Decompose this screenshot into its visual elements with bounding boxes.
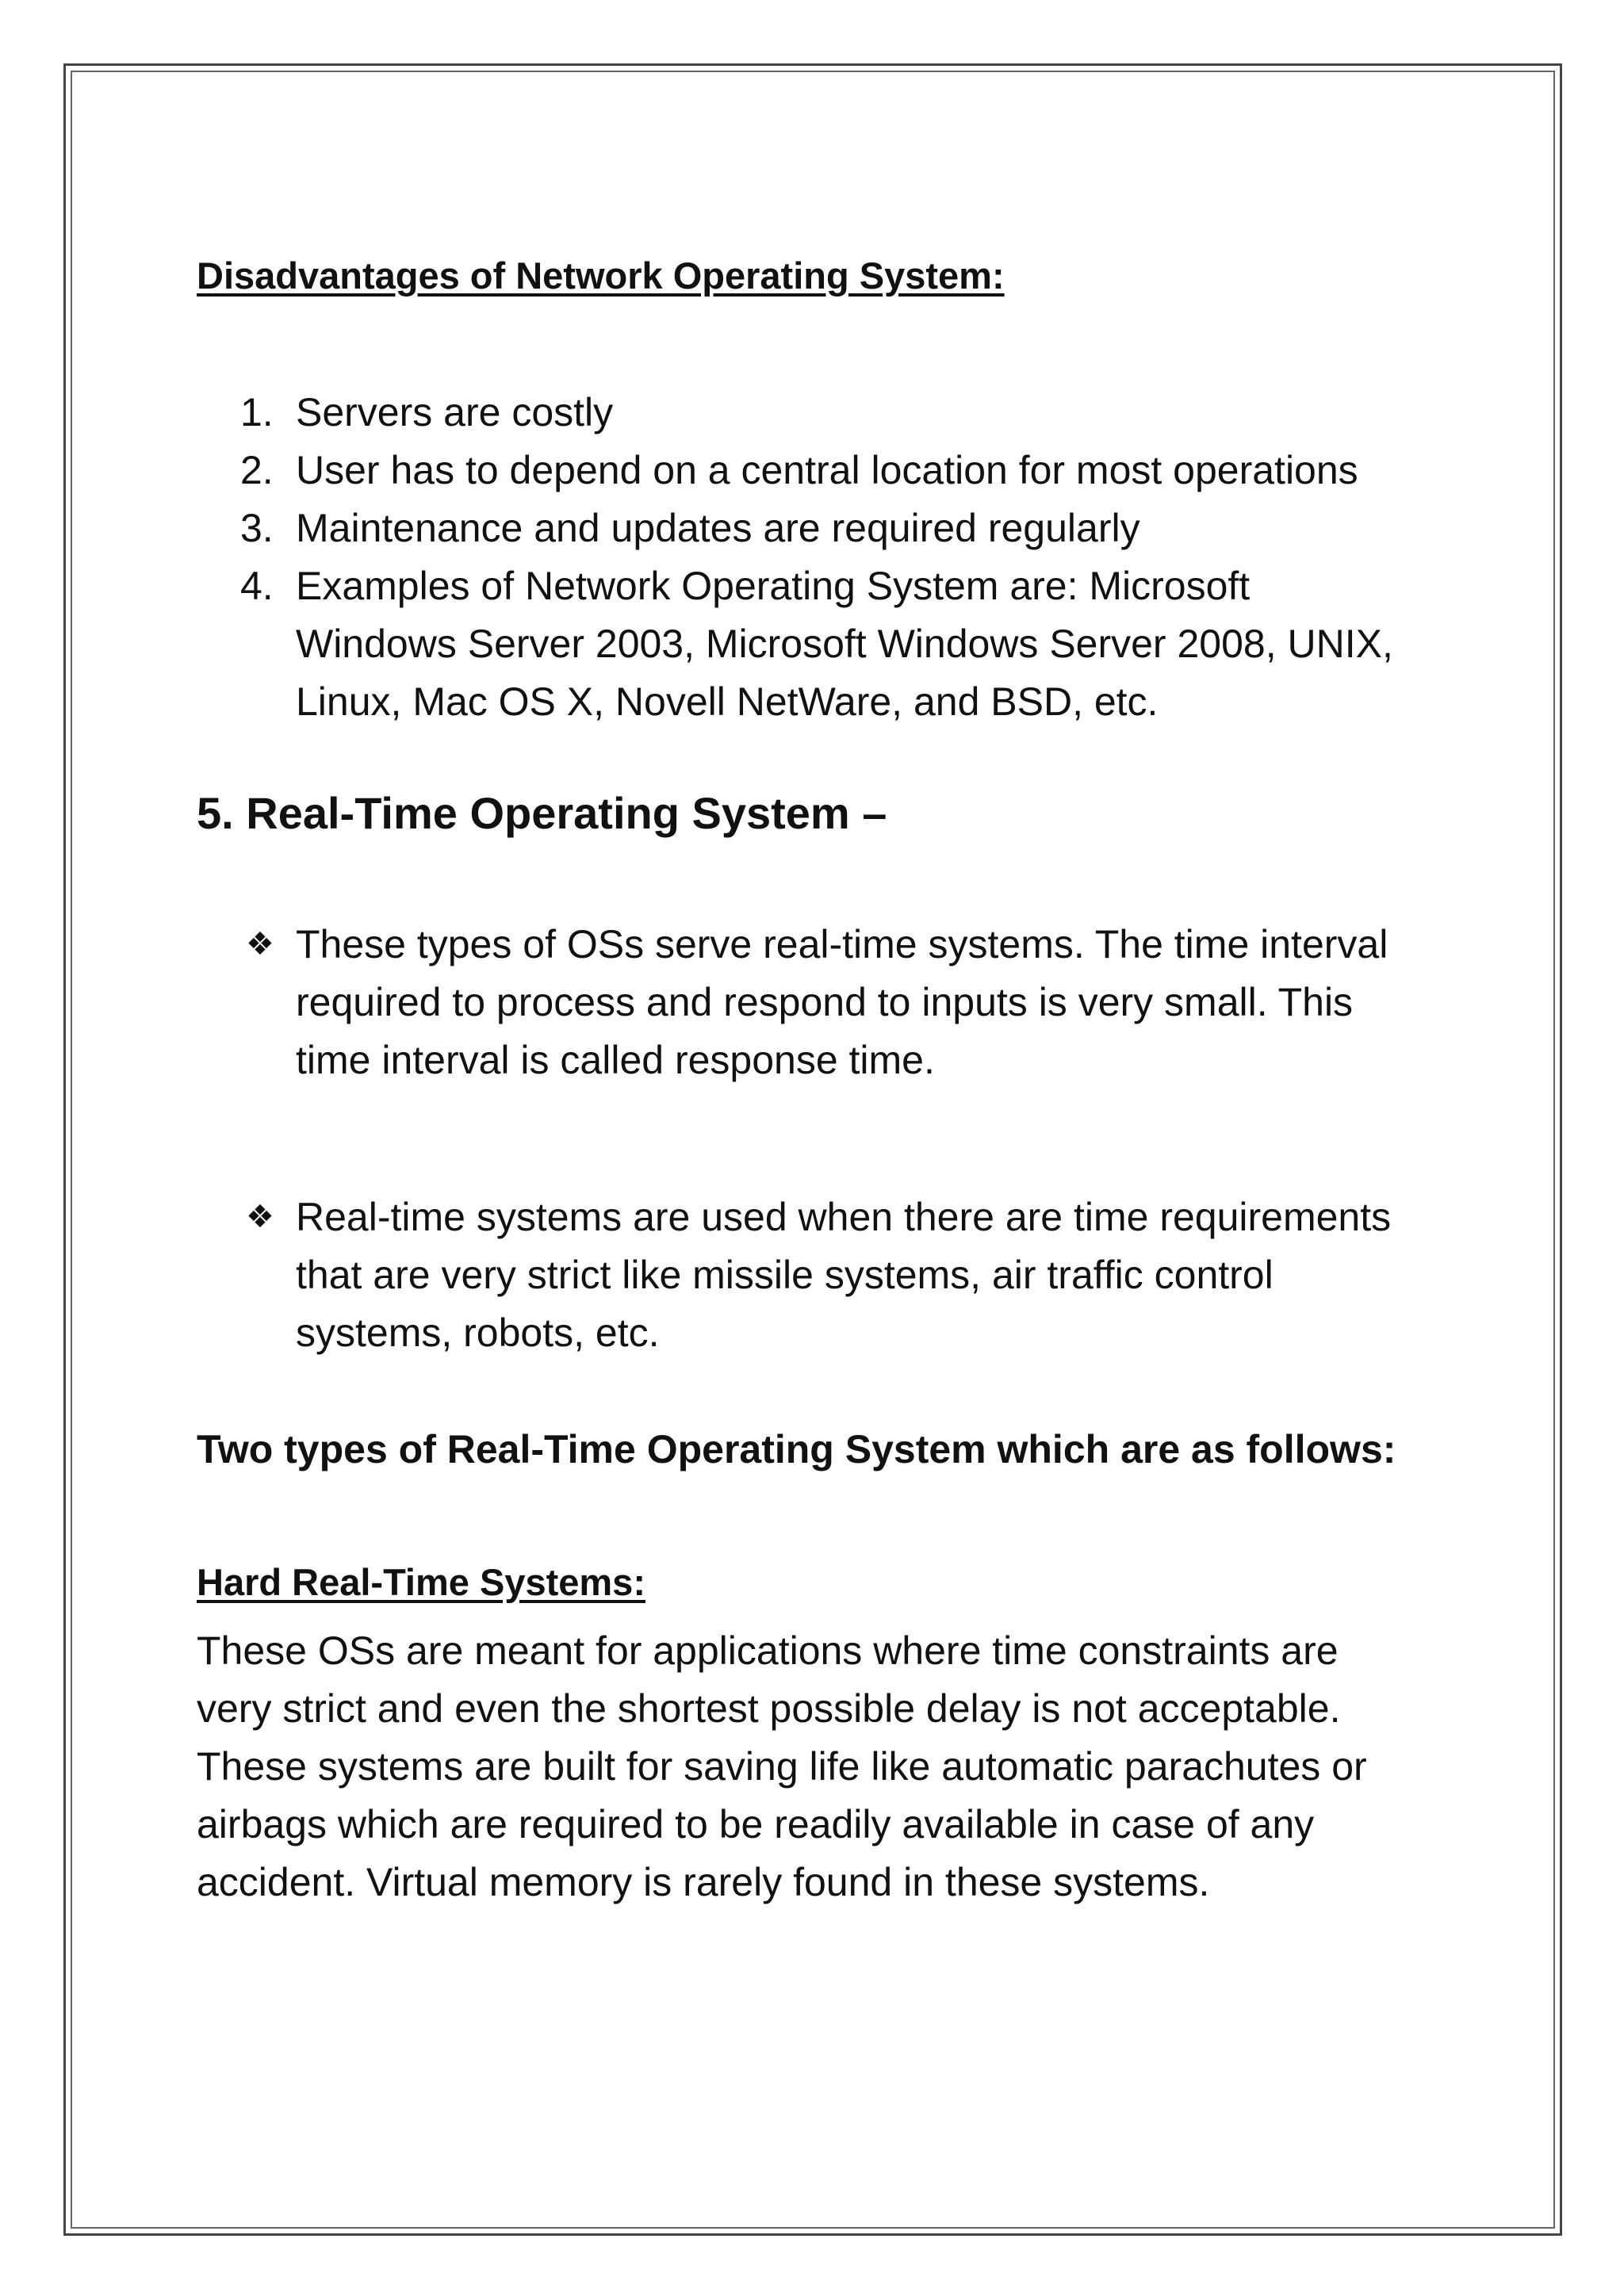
list-item-text-line: Examples of Network Operating System are: Microsoft <box>296 564 1251 609</box>
paragraph-line: accident. Virtual memory is rarely found in these systems. <box>197 1859 1210 1904</box>
hard-rts-paragraph <box>197 1622 1434 1911</box>
list-item-text: Maintenance and updates are required regularly <box>296 506 1140 551</box>
bullet-text-line: These types of OSs serve real-time systems. The time interval <box>296 921 1388 966</box>
list-item <box>197 442 1434 499</box>
list-number: 4. <box>240 564 274 609</box>
paragraph-line: airbags which are required to be readily available in case of any <box>197 1801 1315 1846</box>
bullet-text-line: time interval is called response time. <box>296 1037 935 1082</box>
paragraph-line: very strict and even the shortest possible delay is not acceptable. <box>197 1686 1341 1731</box>
document-content <box>197 254 1434 1911</box>
bullet-text-line: systems, robots, etc. <box>296 1310 660 1355</box>
list-item-text: Servers are costly <box>296 390 614 435</box>
list-item <box>197 499 1434 557</box>
list-item <box>197 557 1434 731</box>
four-diamond-bullet-icon: ❖ <box>246 926 274 962</box>
disadvantages-heading: Disadvantages of Network Operating System: <box>197 254 1005 297</box>
paragraph-line: These systems are built for saving life like automatic parachutes or <box>197 1743 1367 1789</box>
paragraph-line: These OSs are meant for applications where time constraints are <box>197 1628 1339 1673</box>
list-item-text: User has to depend on a central location for most operations <box>296 448 1358 493</box>
rtos-types-intro: Two types of Real-Time Operating System which are as follows: <box>197 1426 1396 1471</box>
rtos-section-title: 5. Real-Time Operating System – <box>197 788 887 839</box>
four-diamond-bullet-icon: ❖ <box>246 1199 274 1234</box>
bullet-text-line: Real-time systems are used when there are time requirements <box>296 1194 1392 1239</box>
list-number: 3. <box>240 506 274 551</box>
list-item-text-line: Windows Server 2003, Microsoft Windows Server 2008, UNIX, <box>296 622 1393 667</box>
list-number: 1. <box>240 390 274 435</box>
list-item <box>197 384 1434 442</box>
bullet-text-line: that are very strict like missile systems, air traffic control <box>296 1252 1274 1297</box>
bullet-item <box>197 916 1434 1089</box>
disadvantages-list <box>197 384 1434 731</box>
bullet-item <box>197 1188 1434 1362</box>
bullet-text-line: required to process and respond to inputs is very small. This <box>296 979 1354 1024</box>
hard-rts-heading: Hard Real-Time Systems: <box>197 1560 645 1603</box>
list-number: 2. <box>240 448 274 493</box>
list-item-text-line: Linux, Mac OS X, Novell NetWare, and BSD, etc. <box>296 679 1159 725</box>
